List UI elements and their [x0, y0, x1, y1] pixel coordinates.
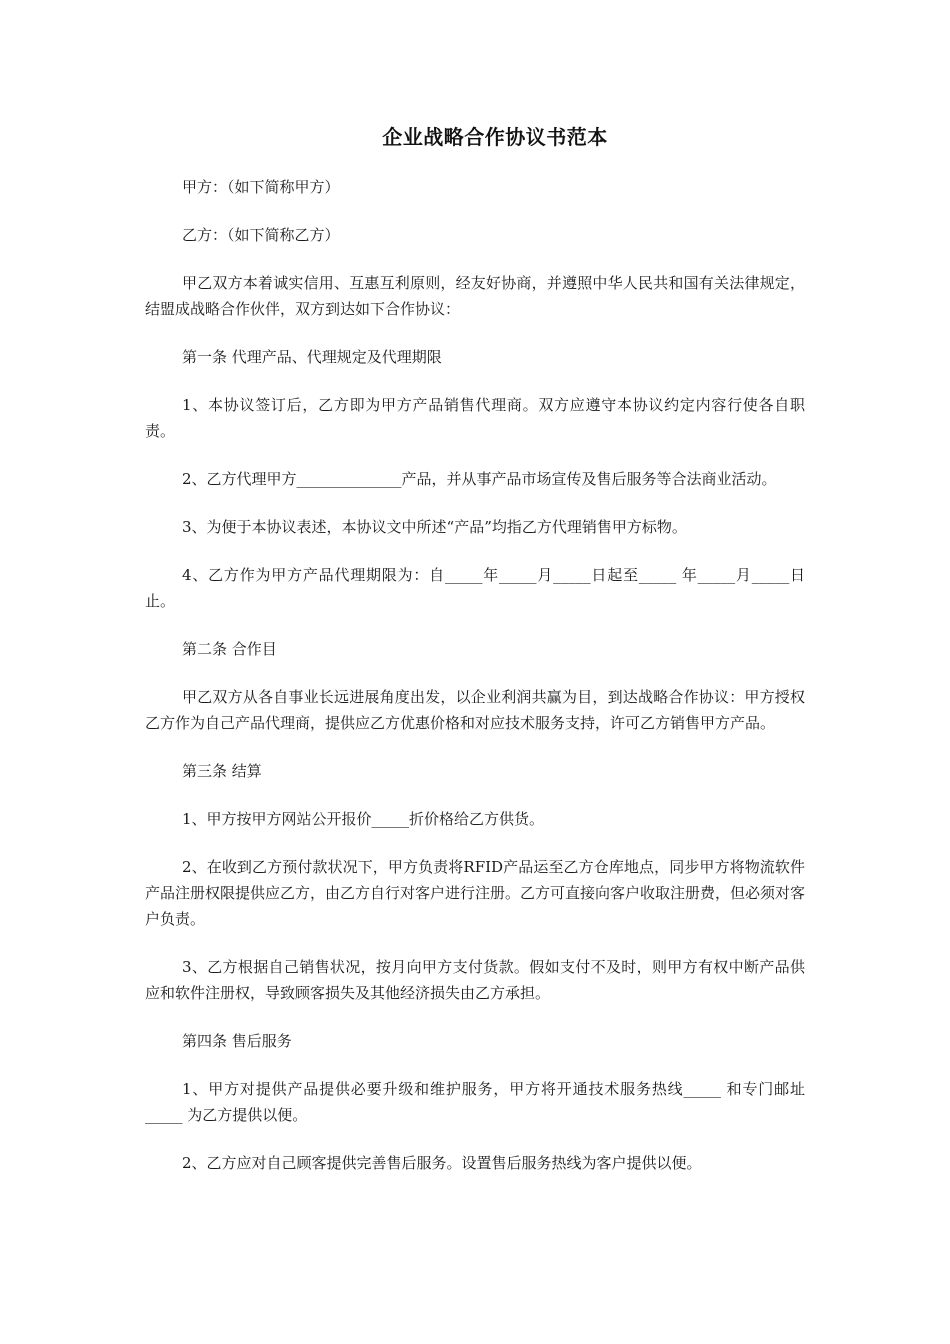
article-1-item-2: 2、乙方代理甲方______________产品，并从事产品市场宣传及售后服务等合法商业活动。 — [182, 470, 777, 488]
article-4-heading: 第四条 售后服务 — [182, 1032, 292, 1050]
article-4-item-1: 1、甲方对提供产品提供必要升级和维护服务，甲方将开通技术服务热线_____ 和专门邮址_____ 为乙方提供以便。 — [145, 1080, 805, 1124]
article-3-item-2: 2、在收到乙方预付款状况下，甲方负责将RFID产品运至乙方仓库地点，同步甲方将物流软件产品注册权限提供应乙方，由乙方自行对客户进行注册。乙方可直接向客户收取注册费，但必须对客户负责。 — [145, 858, 806, 928]
article-3-item-1: 1、甲方按甲方网站公开报价_____折价格给乙方供货。 — [182, 810, 545, 828]
preamble-paragraph: 甲乙双方本着诚实信用、互惠互利原则，经友好协商，并遵照中华人民共和国有关法律规定，结盟成战略合作伙伴，双方到达如下合作协议： — [145, 274, 805, 318]
document-body — [145, 174, 805, 1198]
article-2-body: 甲乙双方从各自事业长远进展角度出发，以企业利润共赢为目，到达战略合作协议：甲方授权乙方作为自己产品代理商，提供应乙方优惠价格和对应技术服务支持，许可乙方销售甲方产品。 — [145, 688, 805, 732]
page-title: 企业战略合作协议书范本 — [382, 125, 608, 149]
article-1-item-3: 3、为便于本协议表述，本协议文中所述“产品”均指乙方代理销售甲方标物。 — [182, 518, 687, 536]
party-b-paragraph: 乙方：（如下简称乙方） — [182, 226, 340, 244]
article-2-heading: 第二条 合作目 — [182, 640, 277, 658]
article-1-item-1: 1、本协议签订后，乙方即为甲方产品销售代理商。双方应遵守本协议约定内容行使各自职责。 — [145, 396, 805, 440]
party-a-paragraph: 甲方：（如下简称甲方） — [182, 178, 340, 196]
article-3-heading: 第三条 结算 — [182, 762, 262, 780]
article-3-item-3: 3、乙方根据自己销售状况，按月向甲方支付货款。假如支付不及时，则甲方有权中断产品供应和软件注册权，导致顾客损失及其他经济损失由乙方承担。 — [145, 958, 805, 1002]
article-4-item-2: 2、乙方应对自己顾客提供完善售后服务。设置售后服务热线为客户提供以便。 — [182, 1154, 702, 1172]
article-1-heading: 第一条 代理产品、代理规定及代理期限 — [182, 348, 442, 366]
article-1-item-4: 4、乙方作为甲方产品代理期限为：自_____年_____月_____日起至_____ 年_____月_____日止。 — [145, 566, 805, 610]
